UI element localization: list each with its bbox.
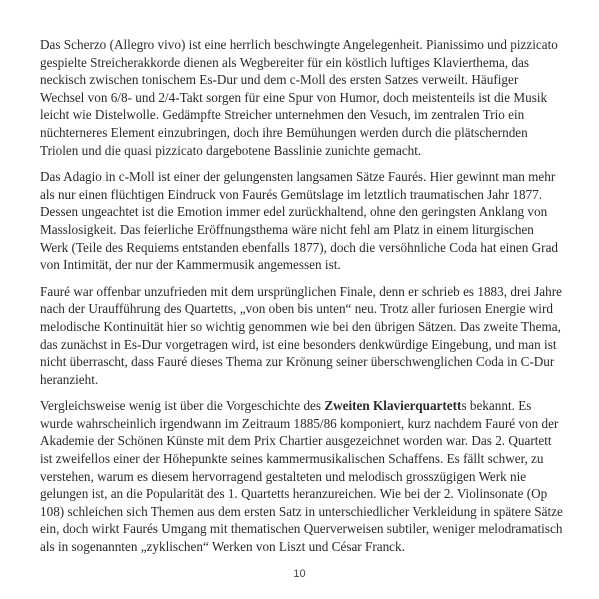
paragraph-second-quartet-rest: s bekannt. Es wurde wahrscheinlich irgendwann im Zeitraum 1885/86 komponiert, kurz nachdem Fauré von der Akademie der Schönen Künste mit dem Prix Chartier ausgezeichnet worden war. Das 2. Quartett ist zweifellos einer der Höhepunkte seines kammermusikalischen Schaffens. Es fällt schwer, zu verstehen, warum es diesem hervorragend gestalteten und melodisch grosszügigen Werk nie gelungen ist, an die Popularität des 1. Quartetts heranzureichen. Wie bei der 2. Violinsonate (Op 108) schleichen sich Themen aus dem ersten Satz in unterschiedlicher Verkleidung in spätere Sätze ein, doch wirkt Faurés Umgang mit thematischen Querverweisen subtiler, weniger melodramatisch als in sogenannten „zyklischen“ Werken von Liszt und César Franck. (40, 398, 563, 555)
work-title-bold: Zweiten Klavierquartett (324, 398, 462, 414)
paragraph-scherzo: Das Scherzo (Allegro vivo) ist eine herrlich beschwingte Angelegenheit. Pianissimo und pizzicato gespielte Streicherakkorde dienen als Wegbereiter für ein köstlich luftiges Klavierthema, das neckisch zwischen tonischem Es-Dur und dem c-Moll des ersten Satzes verweilt. Häufiger Wechsel von 6/8- und 2/4-Takt sorgen für eine Spur von Humor, doch meistenteils ist die Musik leicht wie Distelwolle. Gedämpfte Streicher unternehmen den Vesuch, im zentralen Trio ein nüchterneres Element einzubringen, doch ihre Bemühungen werden durch die plätschernden Triolen und die quasi pizzicato dargebotene Basslinie zunichte gemacht. (40, 37, 558, 158)
document-body (40, 36, 564, 565)
paragraph-second-quartet (40, 397, 564, 555)
paragraph-second-quartet-intro: Vergleichsweise wenig ist über die Vorgeschichte des (40, 398, 325, 414)
paragraph-finale: Fauré war offenbar unzufrieden mit dem ursprünglichen Finale, denn er schrieb es 1883, drei Jahre nach der Uraufführung des Quartetts, „von oben bis unten“ neu. Trotz aller furiosen Energie wird melodische Kontinuität hier so wichtig genommen wie bei den übrigen Sätzen. Das zweite Thema, das zunächst in Es-Dur vorgetragen wird, ist eine besonders denkwürdige Eingebung, und man ist nicht überrascht, dass Fauré dieses Thema zur Krönung seiner überschwenglichen Coda in C-Dur heranzieht. (40, 283, 562, 387)
page-number: 10 (293, 568, 306, 580)
paragraph-adagio: Das Adagio in c-Moll ist einer der gelungensten langsamen Sätze Faurés. Hier gewinnt man mehr als nur einen flüchtigen Eindruck von Faurés Gemütslage im letztlich traumatischen Jahr 1877. Dessen ungeachtet ist die Emotion immer edel zurückhaltend, ohne den geringsten Anklang von Masslosigkeit. Das feierliche Eröffnungsthema wäre nicht fehl am Platz in einem liturgischen Werk (Teile des Requiems entstanden ebenfalls 1877), doch die versöhnliche Coda hat einen Grad von Intimität, der nur der Kammermusik angemessen ist. (40, 169, 559, 273)
